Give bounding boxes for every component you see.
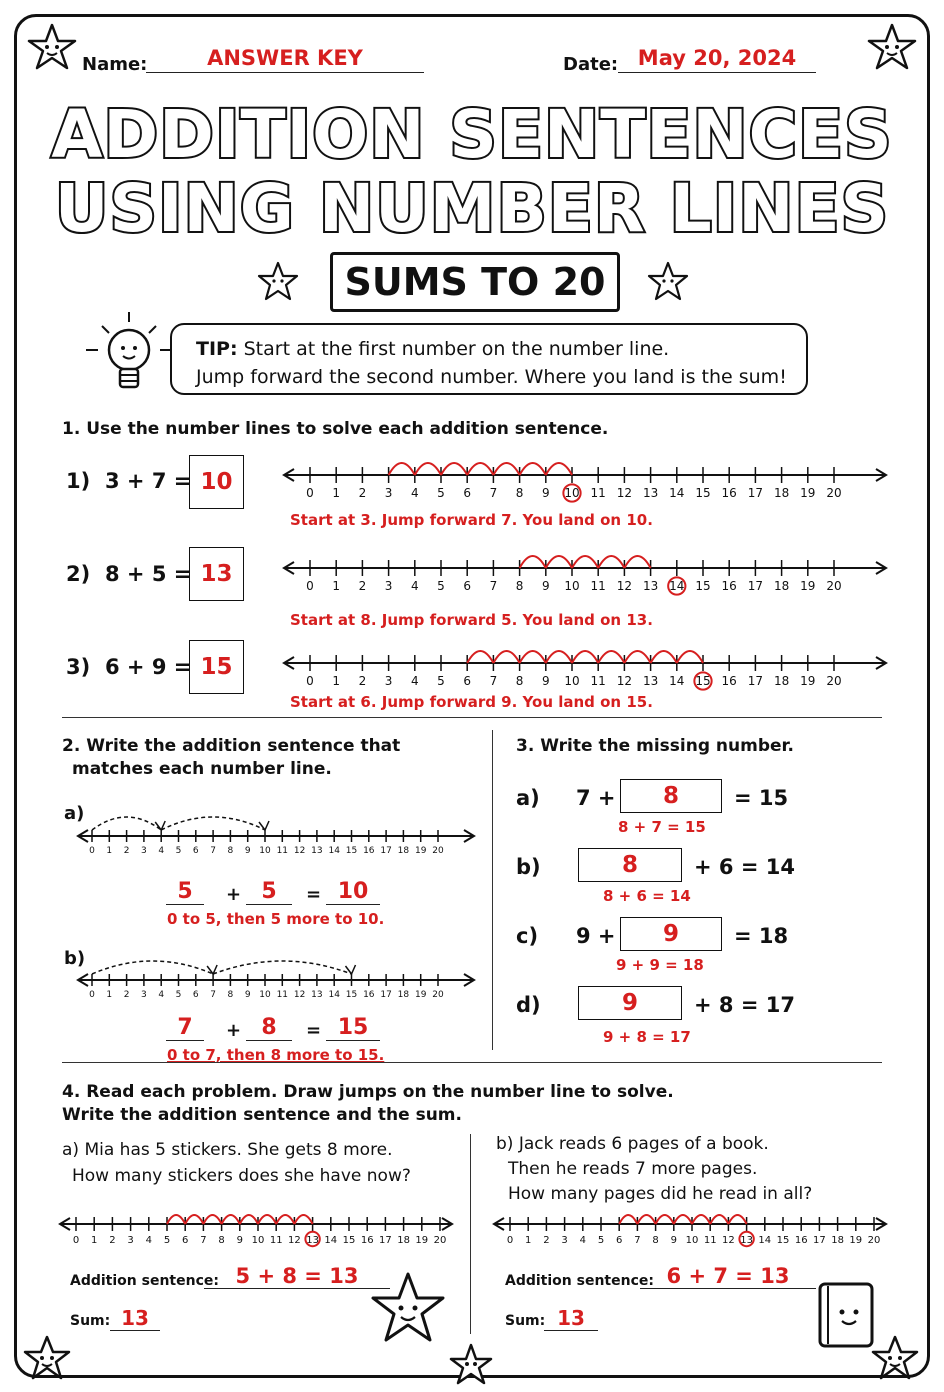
jump-arc	[240, 1215, 258, 1224]
section4-a-sentence-label: Addition sentence:	[70, 1273, 219, 1289]
tick-label: 4	[410, 486, 419, 500]
equals-sign: =	[306, 884, 322, 905]
tick-label: 19	[849, 1235, 863, 1246]
problem1-equation: 3 + 7 =	[105, 469, 192, 493]
subtitle-banner: SUMS TO 20	[330, 252, 620, 312]
jump-arc	[222, 1215, 240, 1224]
section4-heading-line2: Write the addition sentence and the sum.	[62, 1105, 462, 1125]
section2-a-second[interactable]: 5	[246, 879, 292, 905]
tick-label: 11	[276, 846, 289, 856]
number-line-1	[280, 448, 890, 508]
tick-label: 13	[642, 579, 659, 593]
section2-a-note: 0 to 5, then 5 more to 10.	[167, 910, 385, 928]
tick-label: 6	[182, 1235, 189, 1246]
number-line-3	[280, 636, 890, 696]
section3-d-check: 9 + 8 = 17	[603, 1028, 691, 1046]
tick-label: 4	[145, 1235, 152, 1246]
problem3-note: Start at 6. Jump forward 9. You land on 15.	[290, 693, 653, 711]
star-icon	[646, 260, 690, 304]
tick-label: 9	[541, 579, 550, 593]
tick-label: 19	[414, 990, 427, 1000]
number-line-2a	[74, 796, 478, 860]
tick-label: 0	[306, 674, 314, 688]
tick-label: 1	[525, 1235, 532, 1246]
jump-arc	[674, 1215, 692, 1224]
number-line-4b	[490, 1198, 890, 1254]
tick-label: 10	[564, 674, 580, 688]
tip-box	[170, 323, 808, 395]
tick-label: 3	[384, 486, 393, 500]
problem3-answer-box[interactable]: 15	[189, 640, 244, 694]
tick-label: 6	[463, 486, 472, 500]
section4-b-line2: Then he reads 7 more pages.	[508, 1159, 758, 1179]
problem3-equation: 6 + 9 =	[105, 655, 192, 679]
section3-d-right: + 8 = 17	[694, 993, 795, 1017]
tick-label: 16	[721, 486, 737, 500]
tick-label: 7	[210, 990, 216, 1000]
section3-b-answer-box[interactable]: 8	[578, 848, 682, 882]
tick-label: 1	[332, 579, 341, 593]
tick-label: 18	[773, 674, 790, 688]
jump-arc	[203, 1215, 221, 1224]
section2-a-first[interactable]: 5	[166, 879, 204, 905]
date-field[interactable]: May 20, 2024	[618, 46, 816, 73]
tick-label: 5	[175, 990, 182, 1000]
tick-label: 4	[158, 846, 165, 856]
tick-label: 11	[276, 990, 289, 1000]
section3-c-right: = 18	[734, 924, 789, 948]
tick-label: 18	[831, 1235, 844, 1246]
jump-arc	[710, 1215, 728, 1224]
tick-label: 0	[306, 486, 314, 500]
star-icon	[22, 1334, 72, 1384]
jump-arc	[467, 463, 493, 475]
section3-a-answer-box[interactable]: 8	[620, 779, 722, 813]
section2-b-second[interactable]: 8	[246, 1015, 292, 1041]
tick-label: 0	[89, 990, 95, 1000]
tick-label: 10	[259, 846, 271, 856]
jump-arc	[167, 1215, 185, 1224]
divider	[492, 730, 493, 1050]
tick-label: 2	[123, 846, 130, 856]
tick-label: 12	[616, 674, 633, 688]
tick-label: 12	[616, 579, 633, 593]
tick-label: 7	[489, 579, 498, 593]
tip-line2: Jump forward the second number. Where you land is the sum!	[196, 366, 787, 388]
tick-label: 7	[489, 486, 498, 500]
tick-label: 19	[800, 486, 816, 500]
tick-label: 4	[410, 579, 419, 593]
tick-label: 13	[642, 674, 659, 688]
tick-label: 9	[244, 846, 251, 856]
jump-arc	[258, 1215, 276, 1224]
tick-label: 7	[634, 1235, 641, 1246]
tick-label: 15	[776, 1235, 790, 1246]
tick-label: 2	[123, 990, 130, 1000]
section3-c-answer-box[interactable]: 9	[620, 917, 722, 951]
dashed-hop	[161, 817, 265, 830]
jump-arc	[656, 1215, 674, 1224]
jump-arc	[185, 1215, 203, 1224]
jump-arc	[637, 1215, 655, 1224]
section3-b-right: + 6 = 14	[694, 855, 795, 879]
star-icon	[256, 260, 300, 304]
tick-label: 10	[259, 990, 271, 1000]
tick-label: 15	[342, 1235, 356, 1246]
problem1-note: Start at 3. Jump forward 7. You land on 10.	[290, 511, 653, 529]
tick-label: 1	[106, 990, 113, 1000]
jump-arc	[520, 556, 546, 568]
tick-label: 15	[345, 846, 358, 856]
number-line-4a	[56, 1198, 456, 1254]
tick-label: 14	[758, 1235, 772, 1246]
dashed-hop	[92, 817, 161, 830]
lightbulb-icon	[84, 306, 174, 402]
tick-label: 13	[306, 1235, 319, 1246]
star-icon	[26, 22, 78, 74]
section4-b-sum[interactable]: 13	[544, 1306, 598, 1331]
jump-arc	[692, 1215, 710, 1224]
tick-label: 15	[695, 579, 711, 593]
tip-line1: Start at the first number on the number line.	[243, 338, 670, 360]
tick-label: 4	[579, 1235, 586, 1246]
jump-arc	[415, 463, 441, 475]
jump-arc	[598, 556, 624, 568]
section3-d-label: d)	[516, 993, 541, 1017]
problem2-number: 2)	[66, 562, 91, 586]
section4-a-line1: a) Mia has 5 stickers. She gets 8 more.	[62, 1140, 393, 1160]
tick-label: 2	[358, 674, 367, 688]
star-icon	[448, 1342, 494, 1388]
section3-a-right: = 15	[734, 786, 789, 810]
section2-b-sum[interactable]: 15	[326, 1015, 380, 1041]
problem3-number: 3)	[66, 655, 91, 679]
tick-label: 5	[437, 486, 445, 500]
number-line-2b	[74, 940, 478, 1004]
section3-b-label: b)	[516, 855, 541, 879]
tick-label: 2	[109, 1235, 116, 1246]
tick-label: 14	[328, 990, 340, 1000]
tick-label: 18	[773, 579, 790, 593]
jump-arc	[493, 463, 519, 475]
jump-arc	[520, 651, 546, 663]
jump-arc	[546, 651, 572, 663]
jump-arc	[276, 1215, 294, 1224]
section3-b-check: 8 + 6 = 14	[603, 887, 691, 905]
section4-a-sentence[interactable]: 5 + 8 = 13	[204, 1264, 390, 1289]
tick-label: 3	[141, 990, 147, 1000]
plus-sign: +	[226, 884, 242, 905]
plus-sign: +	[226, 1020, 242, 1041]
tick-label: 9	[244, 990, 251, 1000]
tick-label: 6	[192, 846, 199, 856]
tick-label: 8	[515, 579, 524, 593]
tick-label: 16	[721, 579, 737, 593]
tick-label: 20	[826, 674, 842, 688]
section2-a-label: a)	[64, 803, 85, 824]
jump-arc	[651, 651, 677, 663]
tick-label: 1	[332, 486, 341, 500]
tick-label: 5	[437, 579, 445, 593]
page-title-line2: USING NUMBER LINES	[54, 170, 890, 247]
page-title-line1: ADDITION SENTENCES	[51, 96, 893, 173]
jump-arc	[624, 651, 650, 663]
tick-label: 5	[163, 1235, 171, 1246]
star-icon	[866, 22, 918, 74]
tick-label: 15	[345, 990, 358, 1000]
tick-label: 18	[397, 990, 410, 1000]
tick-label: 14	[669, 579, 685, 593]
section3-d-answer-box[interactable]: 9	[578, 986, 682, 1020]
section3-a-label: a)	[516, 786, 540, 810]
tick-label: 5	[175, 846, 182, 856]
book-icon	[810, 1278, 882, 1352]
tick-label: 16	[721, 674, 737, 688]
tick-label: 8	[515, 674, 524, 688]
tick-label: 8	[652, 1235, 659, 1246]
tick-label: 10	[564, 486, 580, 500]
section2-heading-line1: 2. Write the addition sentence that	[62, 736, 401, 756]
jump-arc	[624, 556, 650, 568]
jump-arc	[572, 651, 598, 663]
tick-label: 9	[236, 1235, 243, 1246]
tick-label: 17	[380, 990, 392, 1000]
tick-label: 1	[332, 674, 341, 688]
section4-a-sum[interactable]: 13	[110, 1306, 160, 1331]
section4-b-sentence-label: Addition sentence:	[505, 1273, 654, 1289]
tick-label: 11	[590, 579, 606, 593]
jump-arc	[546, 556, 572, 568]
tip-label: TIP:	[196, 338, 238, 360]
jump-arc	[520, 463, 546, 475]
tick-label: 4	[410, 674, 419, 688]
tick-label: 10	[564, 579, 580, 593]
jump-arc	[619, 1215, 637, 1224]
tick-label: 13	[642, 486, 659, 500]
tick-label: 0	[72, 1235, 80, 1246]
section4-a-sum-label: Sum:	[70, 1313, 111, 1329]
tick-label: 14	[669, 674, 685, 688]
tick-label: 17	[747, 579, 764, 593]
section3-c-check: 9 + 9 = 18	[616, 956, 704, 974]
jump-arc	[728, 1215, 746, 1224]
section4-b-line1: b) Jack reads 6 pages of a book.	[496, 1134, 769, 1154]
tick-label: 18	[397, 846, 410, 856]
tick-label: 17	[747, 486, 764, 500]
tick-label: 17	[380, 846, 392, 856]
jump-arc	[493, 651, 519, 663]
arrowhead-icon	[259, 821, 269, 830]
equals-sign: =	[306, 1020, 322, 1041]
tick-label: 20	[432, 990, 444, 1000]
divider	[470, 1134, 471, 1334]
divider	[62, 717, 882, 718]
tick-label: 0	[506, 1235, 514, 1246]
number-line-2	[280, 541, 890, 601]
tick-label: 1	[106, 846, 113, 856]
tick-label: 8	[218, 1235, 225, 1246]
tick-label: 20	[432, 846, 444, 856]
jump-arc	[598, 651, 624, 663]
tick-label: 3	[141, 846, 147, 856]
section2-b-label: b)	[64, 948, 86, 969]
tick-label: 2	[543, 1235, 550, 1246]
jump-arc	[546, 463, 572, 475]
tick-label: 15	[695, 486, 711, 500]
tick-label: 12	[722, 1235, 735, 1246]
star-icon	[368, 1270, 448, 1346]
tick-label: 9	[541, 486, 550, 500]
section4-heading-line1: 4. Read each problem. Draw jumps on the number line to solve.	[62, 1082, 674, 1102]
tick-label: 18	[397, 1235, 410, 1246]
tick-label: 3	[384, 674, 393, 688]
tick-label: 7	[200, 1235, 207, 1246]
tick-label: 12	[616, 486, 633, 500]
name-label: Name:	[82, 54, 148, 75]
tick-label: 16	[794, 1235, 808, 1246]
tick-label: 17	[747, 674, 764, 688]
tick-label: 11	[590, 674, 606, 688]
jump-arc	[467, 651, 493, 663]
tick-label: 0	[306, 579, 314, 593]
problem1-answer-box[interactable]: 10	[189, 455, 244, 509]
section3-heading: 3. Write the missing number.	[516, 736, 794, 756]
name-field[interactable]: ANSWER KEY	[146, 46, 424, 73]
tick-label: 6	[192, 990, 199, 1000]
tick-label: 6	[463, 674, 472, 688]
tick-label: 14	[324, 1235, 338, 1246]
section4-b-sum-label: Sum:	[505, 1313, 546, 1329]
tick-label: 17	[813, 1235, 826, 1246]
section1-heading: 1. Use the number lines to solve each addition sentence.	[62, 419, 609, 439]
tick-label: 19	[800, 579, 816, 593]
tick-label: 3	[127, 1235, 134, 1246]
section3-a-left: 7 +	[576, 786, 616, 810]
section4-a-line2: How many stickers does she have now?	[72, 1166, 411, 1186]
tick-label: 20	[826, 486, 842, 500]
tick-label: 4	[158, 990, 165, 1000]
tick-label: 18	[773, 486, 790, 500]
problem1-number: 1)	[66, 469, 91, 493]
jump-arc	[677, 651, 703, 663]
tick-label: 19	[414, 846, 427, 856]
tick-label: 16	[363, 990, 375, 1000]
tick-label: 6	[616, 1235, 623, 1246]
tick-label: 2	[358, 486, 367, 500]
tick-label: 10	[251, 1235, 265, 1246]
tick-label: 3	[384, 579, 393, 593]
tick-label: 20	[826, 579, 842, 593]
tick-label: 19	[800, 674, 816, 688]
tick-label: 1	[91, 1235, 98, 1246]
tick-label: 9	[541, 674, 550, 688]
section2-b-first[interactable]: 7	[166, 1015, 204, 1041]
tick-label: 16	[363, 846, 375, 856]
section4-b-line3: How many pages did he read in all?	[508, 1184, 813, 1204]
tick-label: 13	[311, 846, 323, 856]
tick-label: 12	[293, 846, 306, 856]
tick-label: 16	[360, 1235, 374, 1246]
jump-arc	[441, 463, 467, 475]
tick-label: 5	[437, 674, 445, 688]
divider	[62, 1062, 882, 1063]
tick-label: 8	[227, 990, 234, 1000]
problem2-note: Start at 8. Jump forward 5. You land on 13.	[290, 611, 653, 629]
tick-label: 17	[379, 1235, 392, 1246]
tick-label: 9	[670, 1235, 677, 1246]
jump-arc	[572, 556, 598, 568]
section3-c-label: c)	[516, 924, 539, 948]
section4-b-sentence[interactable]: 6 + 7 = 13	[640, 1264, 816, 1289]
tick-label: 19	[415, 1235, 429, 1246]
tick-label: 12	[293, 990, 306, 1000]
dashed-hop	[213, 961, 351, 974]
tick-label: 13	[311, 990, 323, 1000]
section3-c-left: 9 +	[576, 924, 616, 948]
tick-label: 13	[740, 1235, 753, 1246]
tick-label: 10	[685, 1235, 699, 1246]
tick-label: 6	[463, 579, 472, 593]
tick-label: 11	[269, 1235, 283, 1246]
section2-heading-line2: matches each number line.	[72, 759, 332, 779]
tick-label: 11	[590, 486, 606, 500]
tick-label: 5	[597, 1235, 605, 1246]
tick-label: 7	[210, 846, 216, 856]
tick-label: 2	[358, 579, 367, 593]
dashed-hop	[92, 961, 213, 974]
tick-label: 8	[227, 846, 234, 856]
jump-arc	[294, 1215, 312, 1224]
tick-label: 14	[328, 846, 340, 856]
section3-a-check: 8 + 7 = 15	[618, 818, 706, 836]
date-label: Date:	[563, 54, 619, 75]
section2-a-sum[interactable]: 10	[326, 879, 380, 905]
section2-b-note: 0 to 7, then 8 more to 15.	[167, 1046, 385, 1064]
tick-label: 14	[669, 486, 685, 500]
tick-label: 3	[561, 1235, 568, 1246]
tick-label: 12	[288, 1235, 301, 1246]
problem2-equation: 8 + 5 =	[105, 562, 192, 586]
tick-label: 8	[515, 486, 524, 500]
tick-label: 7	[489, 674, 498, 688]
jump-arc	[389, 463, 415, 475]
problem2-answer-box[interactable]: 13	[189, 547, 244, 601]
tick-label: 0	[89, 846, 95, 856]
tick-label: 15	[695, 674, 711, 688]
tick-label: 11	[703, 1235, 717, 1246]
tick-label: 20	[867, 1235, 881, 1246]
tick-label: 20	[433, 1235, 447, 1246]
